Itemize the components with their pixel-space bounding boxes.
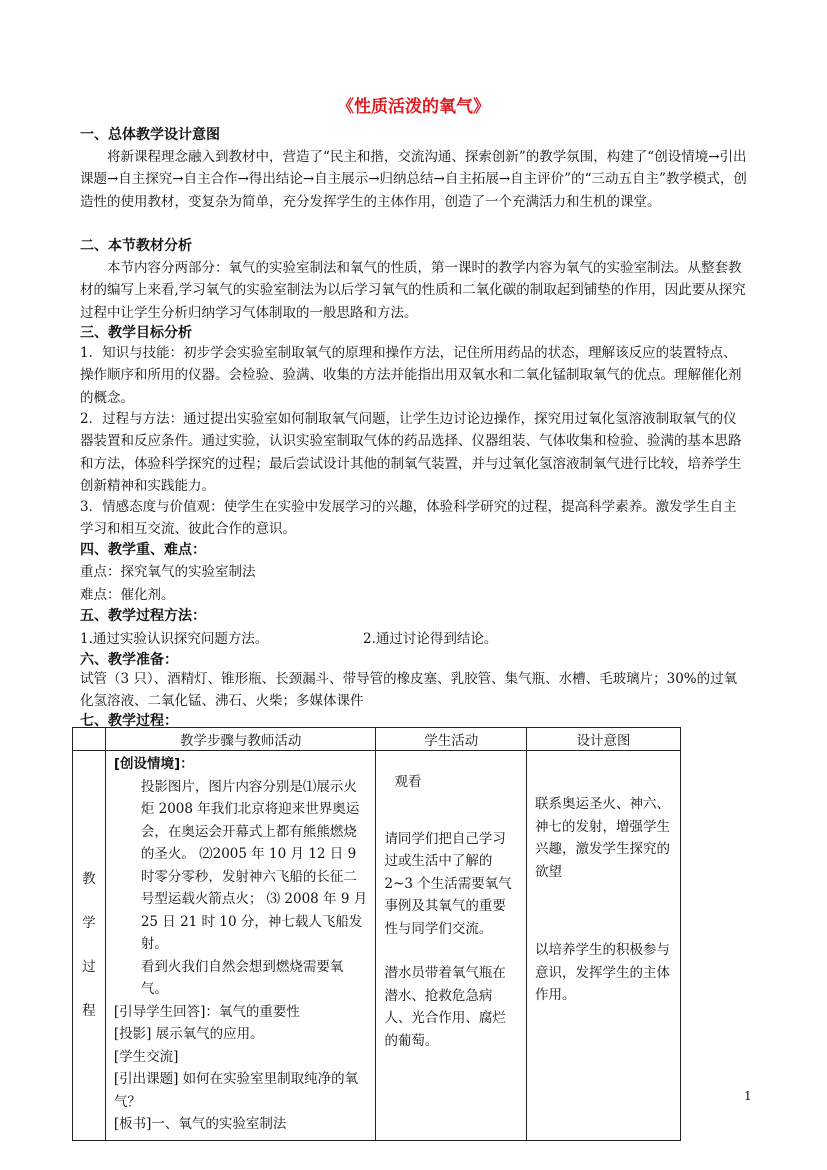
process-side-label bbox=[73, 751, 106, 1141]
key-point: 重点：探究氧气的实验室制法 bbox=[80, 564, 256, 580]
section-body-2: 本节内容分两部分：氧气的实验室制法和氧气的性质，第一课时的教学内容为氧气的实验室制法。从整套教材的编写上来看,学习氧气的实验室制法为以后学习氧气的性质和二氧化碳的制取起到铺垫的作用，因此要从探究过程中让学生分析归纳学习气体制取的一般思路和方法。 bbox=[80, 260, 746, 321]
document-title: 《性质活泼的氧气》 bbox=[337, 97, 490, 117]
materials-list: 试管（3 只）、酒精灯、锥形瓶、长颈漏斗、带导管的橡皮塞、乳胶管、集气瓶、水槽、毛玻璃片；30%的过氧化氢溶液、二氧化锰、沸石、火柴；多媒体课件 bbox=[80, 671, 738, 710]
objective-item-1: 1．知识与技能：初步学会实验室制取氧气的原理和操作方法，记住所用药品的状态，理解该反应的装置特点、操作顺序和所用的仪器。会检验、验满、收集的方法并能指出用双氧水和二氧化锰制取氧气的优点。理解催化剂的概念。 bbox=[80, 345, 742, 406]
student-exchange: [学生交流] bbox=[113, 1048, 179, 1065]
projection-line: [投影] 展示氧气的应用。 bbox=[113, 1026, 264, 1042]
difficult-point: 难点：催化剂。 bbox=[80, 587, 175, 603]
guide-students: [引导学生回答]：氧气的重要性 bbox=[113, 1003, 300, 1020]
student-examples: 潜水员带着氧气瓶在潜水、抢救危急病人、光合作用、腐烂的葡萄。 bbox=[384, 965, 506, 1049]
method-1: 1.通过实验认识探究问题方法。 bbox=[80, 631, 269, 647]
board-writing: [板书]一、氧气的实验室制法 bbox=[113, 1116, 287, 1132]
design-intent-2: 以培养学生的积极参与意识，发挥学生的主体作用。 bbox=[535, 942, 670, 1003]
header-design-intent: 设计意图 bbox=[527, 728, 681, 751]
table-row bbox=[73, 751, 681, 1141]
fire-oxygen-line: 看到火我们自然会想到燃烧需要氧气。 bbox=[140, 958, 344, 997]
teacher-activity-cell bbox=[105, 751, 376, 1141]
side-char-1: 教 bbox=[82, 871, 96, 888]
section-heading-4: 四、教学重、难点： bbox=[80, 542, 206, 558]
design-intent-cell bbox=[527, 751, 681, 1141]
page-number: 1 bbox=[744, 1089, 752, 1103]
header-student-activity: 学生活动 bbox=[376, 728, 527, 751]
section-heading-3: 三、教学目标分析 bbox=[80, 325, 192, 341]
topic-intro: [引出课题] 如何在实验室里制取纯净的氧气？ bbox=[113, 1071, 359, 1110]
student-share: 请同学们把自己学习过或生活中了解的 2~3 个生活需要氧气事例及其氧气的重要性与同学们交流。 bbox=[384, 830, 512, 937]
situation-label: [创设情境]： bbox=[113, 756, 194, 772]
side-char-3: 过 bbox=[82, 959, 96, 976]
teaching-process-table bbox=[72, 727, 681, 1141]
section-heading-1: 一、总体教学设计意图 bbox=[80, 127, 220, 143]
method-2: 2.通过讨论得到结论。 bbox=[363, 631, 498, 647]
design-intent-1: 联系奥运圣火、神六、神七的发射，增强学生兴趣，激发学生探究的欲望 bbox=[535, 796, 670, 880]
table-header-row bbox=[73, 728, 681, 751]
side-char-2: 学 bbox=[82, 915, 96, 932]
student-watch: 观看 bbox=[394, 774, 422, 790]
section-heading-2: 二、本节教材分析 bbox=[80, 238, 192, 254]
side-char-4: 程 bbox=[82, 1003, 96, 1020]
header-teacher-activity: 教学步骤与教师活动 bbox=[105, 728, 376, 751]
objective-item-2: 2．过程与方法：通过提出实验室如何制取氧气问题，让学生边讨论边操作，探究用过氧化氢溶液制取氧气的仪器装置和反应条件。通过实验，认识实验室制取气体的药品选择、仪器组装、气体收集和检验、验满的基本思路和方法，体验科学探究的过程；最后尝试设计其他的制氧气装置，并与过氧化氢溶液制氧气进行比较，培养学生创新精神和实践能力。 bbox=[80, 411, 742, 494]
section-body-1: 将新课程理念融入到教材中，营造了“民主和揩，交流沟通、探索创新”的教学氛围，构建了“创设情境→引出课题→自主探究→自主合作→得出结论→自主展示→归纳总结→自主拓展→自主评价”的“三动五自主”教学模式，创造性的使用教材，变复杂为简单，充分发挥学生的主体作用，创造了一个充满活力和生机的课堂。 bbox=[80, 149, 747, 210]
section-heading-6: 六、教学准备： bbox=[80, 652, 178, 668]
header-empty-cell bbox=[73, 728, 106, 751]
section-heading-5: 五、教学过程方法： bbox=[80, 608, 206, 624]
student-activity-cell bbox=[376, 751, 527, 1141]
situation-text: 投影图片，图片内容分别是⑴展示火炬 2008 年我们北京将迎来世界奥运会，在奥运会开幕式上都有熊熊燃烧的圣火。 ⑵2005 年 10 月 12 日 9 时零分零秒，发射神六飞船的长征二号型运载火箭点火； ⑶ 2008 年 9 月25 日 21 时 10 分，神七载人飞船发射。 bbox=[140, 778, 368, 952]
section-heading-7: 七、教学过程： bbox=[80, 713, 178, 729]
objective-item-3: 3．情感态度与价值观：使学生在实验中发展学习的兴趣，体验科学研究的过程，提高科学素养。激发学生自主学习和相互交流、彼此合作的意识。 bbox=[80, 499, 737, 538]
